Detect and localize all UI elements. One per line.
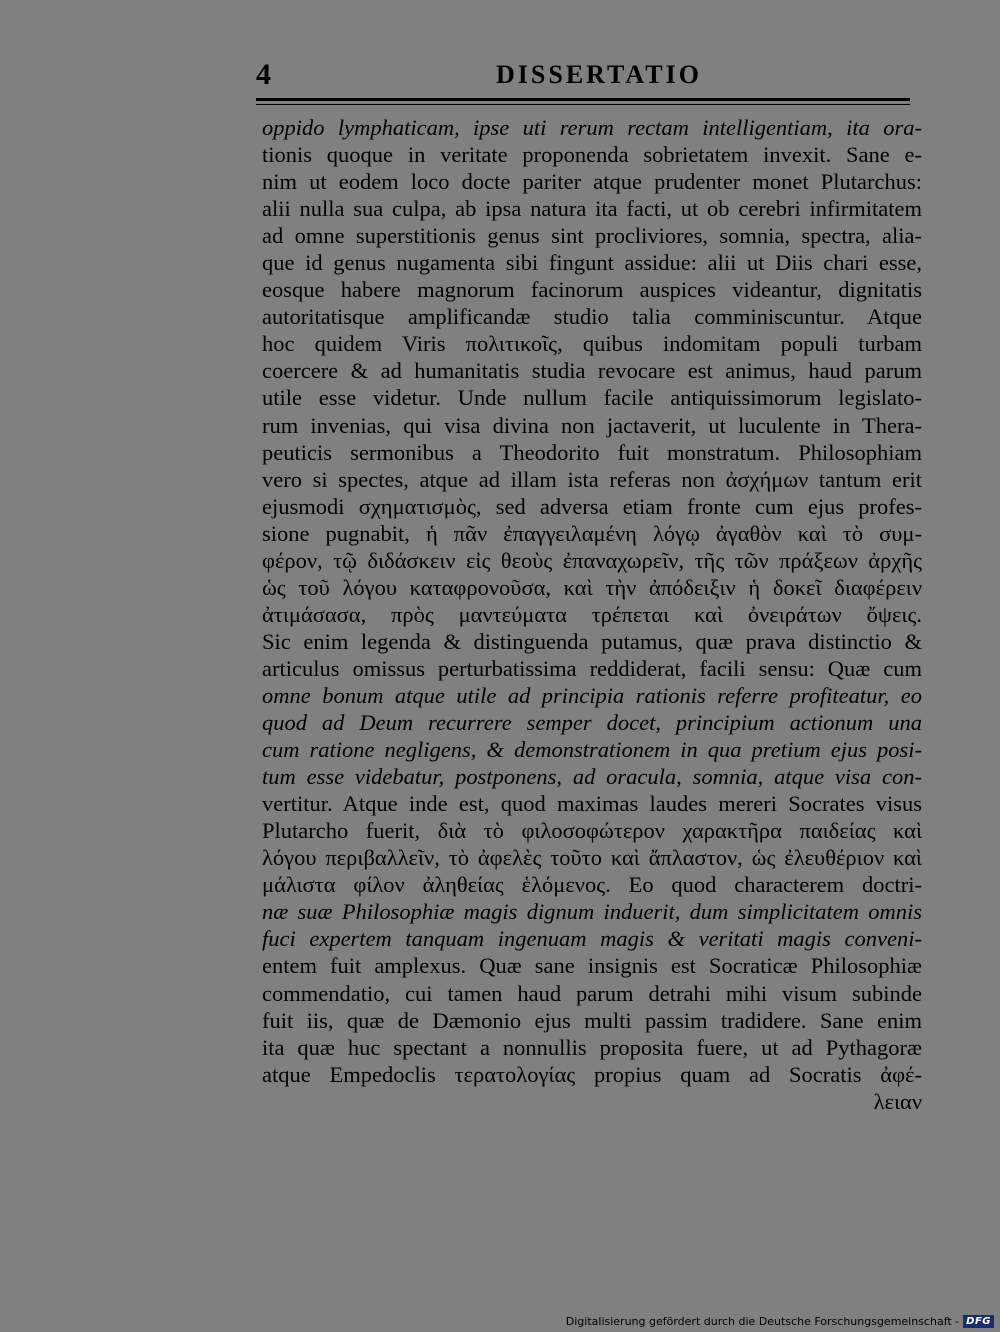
text-line: tionis quoque in veritate proponenda sobrietatem invexit. Sane e-: [262, 142, 922, 168]
text-line: Plutarcho fuerit, διὰ τὸ φιλοσοφώτερον χαρακτῆρα παιδείας καὶ: [262, 818, 922, 844]
text-line: hoc quidem Viris πολιτικοῖς, quibus indomitam populi turbam: [262, 331, 922, 357]
text-line: ἀτιμάσασα, πρὸς μαντεύματα τρέπεται καὶ ὀνειράτων ὄψεις.: [262, 601, 922, 627]
text-line: vertitur. Atque inde est, quod maximas laudes mereri Socrates visus: [262, 791, 922, 817]
text-line: autoritatisque amplificandæ studio talia comminiscuntur. Atque: [262, 304, 922, 330]
text-line: peuticis sermonibus a Theodorito fuit monstratum. Philosophiam: [262, 439, 922, 465]
text-line: nim ut eodem loco docte pariter atque prudenter monet Plutarchus:: [262, 169, 922, 195]
text-line: coercere & ad humanitatis studia revocare est animus, haud parum: [262, 358, 922, 384]
text-line: tum esse videbatur, postponens, ad oracula, somnia, atque visa con-: [262, 764, 922, 790]
text-line: næ suæ Philosophiæ magis dignum induerit, dum simplicitatem omnis: [262, 899, 922, 925]
text-line: ejusmodi σχηματισμὸς, sed adversa etiam fronte cum ejus profes-: [262, 493, 922, 519]
text-line: λόγου περιβαλλεῖν, τὸ ἀφελὲς τοῦτο καὶ ἄπλαστον, ὡς ἐλευθέριον καὶ: [262, 845, 922, 871]
text-line: ita quæ huc spectant a nonnullis proposita fuere, ut ad Pythagoræ: [262, 1034, 922, 1060]
text-line: atque Empedoclis τερατολογίας propius quam ad Socratis ἀφέ-: [262, 1061, 922, 1087]
dfg-logo: DFG: [963, 1315, 994, 1328]
text-line: vero si spectes, atque ad illam ista referas non ἀσχήμων tantum erit: [262, 466, 922, 492]
text-line: eosque habere magnorum facinorum auspices videantur, dignitatis: [262, 277, 922, 303]
running-head: DISSERTATIO: [496, 60, 702, 89]
catchword: λειαν: [873, 1088, 922, 1114]
text-line: commendatio, cui tamen haud parum detrahi mihi visum subinde: [262, 980, 922, 1006]
footer: [566, 1315, 994, 1328]
text-line: fuit iis, quæ de Dæmonio ejus multi passim tradidere. Sane enim: [262, 1007, 922, 1033]
text-line: sione pugnabit, ἡ πᾶν ἐπαγγειλαμένη λόγῳ ἀγαθὸν καὶ τὸ συμ-: [262, 520, 922, 546]
footer-text: Digitalisierung gefördert durch die Deutsche Forschungsgemeinschaft -: [565, 1315, 960, 1328]
text-line: ὡς τοῦ λόγου καταφρονοῦσα, καὶ τὴν ἀπόδειξιν ἡ δοκεῖ διαφέρειν: [262, 574, 922, 600]
body-text: [262, 114, 922, 1115]
page-number: 4: [256, 58, 271, 91]
text-line: cum ratione negligens, & demonstrationem in qua pretium ejus posi-: [262, 737, 922, 763]
text-line: ad omne superstitionis genus sint procliviores, somnia, spectra, alia-: [262, 223, 922, 249]
text-line: entem fuit amplexus. Quæ sane insignis est Socraticæ Philosophiæ: [262, 953, 922, 979]
text-line: que id genus nugamenta sibi fingunt assidue: alii ut Diis chari esse,: [262, 250, 922, 276]
text-line: μάλιστα φίλον ἀληθείας ἑλόμενος. Eo quod characterem doctri-: [262, 872, 922, 898]
text-line: oppido lymphaticam, ipse uti rerum rectam intelligentiam, ita ora-: [262, 115, 922, 140]
text-line: φέρον, τῷ διδάσκειν εἰς θεοὺς ἐπαναχωρεῖν, τῆς τῶν πράξεων ἀρχῆς: [262, 547, 922, 573]
text-line: omne bonum atque utile ad principia rationis referre profiteatur, eo: [262, 682, 922, 708]
text-line: alii nulla sua culpa, ab ipsa natura ita facti, ut ob cerebri infirmitatem: [262, 196, 922, 222]
text-line: fuci expertem tanquam ingenuam magis & veritati magis conveni-: [262, 926, 922, 952]
text-line: rum invenias, qui visa divina non jactaverit, ut luculente in Thera-: [262, 412, 922, 438]
header-rule-thin: [256, 104, 910, 105]
text-line: articulus omissus perturbatissima reddiderat, facili sensu: Quæ cum: [262, 655, 922, 681]
header-rule: [256, 98, 910, 101]
text-line: quod ad Deum recurrere semper docet, principium actionum una: [262, 710, 922, 736]
text-line: utile esse videtur. Unde nullum facile antiquissimorum legislato-: [262, 385, 922, 411]
text-line: Sic enim legenda & distinguenda putamus, quæ prava distinctio &: [262, 628, 922, 654]
